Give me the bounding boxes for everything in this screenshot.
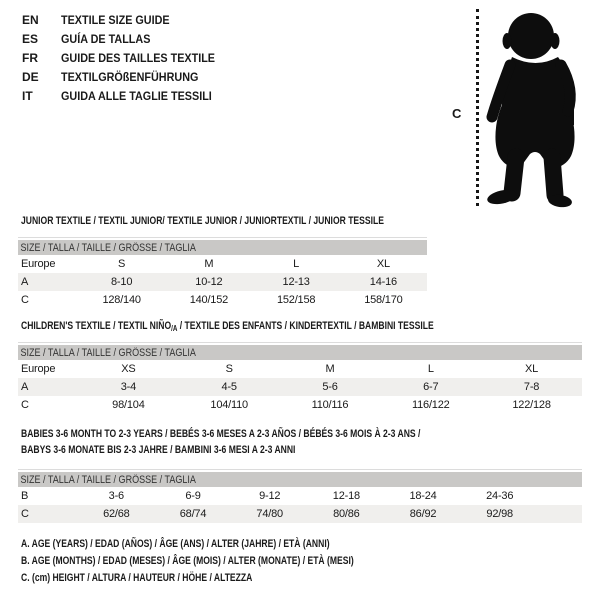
lang-code: EN (22, 13, 39, 27)
size-cell: XS (121, 363, 136, 375)
age-cell: 3-4 (120, 381, 137, 393)
age-cell: 24-36 (486, 490, 514, 502)
lang-code: ES (22, 32, 39, 46)
height-cell: 104/110 (210, 399, 248, 411)
legend-line-b: B. AGE (MONTHS) / EDAD (MESES) / ÂGE (MOIS) / ALTER (MONATE) / ETÀ (MESI) (21, 555, 354, 567)
height-cell: 62/68 (103, 508, 130, 520)
table-row (18, 487, 582, 505)
age-cell: 6-7 (423, 381, 439, 393)
measure-legend (21, 536, 354, 587)
baby-silhouette (482, 7, 600, 210)
height-cell: 152/158 (276, 294, 316, 306)
size-cell: XL (525, 363, 539, 375)
size-header-label: SIZE / TALLA / TAILLE / GRÖSSE / TAGLIA (20, 241, 196, 254)
age-cell: 5-6 (322, 381, 338, 393)
height-cell: 158/170 (364, 294, 403, 306)
height-cell: 86/92 (409, 508, 437, 520)
children-size-table (18, 342, 582, 414)
table-row (18, 273, 427, 291)
age-cell: 10-12 (195, 276, 223, 288)
size-cell: S (225, 363, 233, 375)
size-cell: M (204, 258, 214, 270)
age-cell: 7-8 (523, 381, 540, 393)
height-cell: 140/152 (189, 294, 229, 306)
height-cell: 68/74 (179, 508, 207, 520)
height-cell: 92/98 (486, 508, 513, 520)
children-title-text: CHILDREN'S TEXTILE / TEXTIL NIÑO (21, 320, 172, 332)
height-cell: 122/128 (512, 399, 551, 411)
lang-row-fr (22, 49, 232, 68)
lang-title: GUÍA DE TALLAS (61, 32, 151, 46)
row-label: A (21, 276, 29, 288)
size-header-label: SIZE / TALLA / TAILLE / GRÖSSE / TAGLIA (20, 346, 196, 359)
table-row (18, 360, 582, 378)
babies-title-line2: BABYS 3-6 MONATE BIS 2-3 JAHRE / BAMBINI 3-6 MESI A 2-3 ANNI (21, 444, 296, 456)
dotted-measure-line (476, 9, 479, 206)
age-cell: 18-24 (409, 490, 437, 502)
lang-code: DE (22, 70, 39, 84)
height-cell: 98/104 (112, 399, 145, 411)
size-cell: L (427, 363, 434, 375)
height-cell: 80/86 (333, 508, 360, 520)
height-measure-label: C (452, 106, 462, 121)
lang-code: FR (22, 51, 38, 65)
children-title-subscript: /A (171, 324, 178, 333)
table-row (18, 505, 582, 523)
age-cell: 14-16 (369, 276, 397, 288)
lang-row-es (22, 30, 232, 49)
lang-title: TEXTILE SIZE GUIDE (61, 13, 170, 27)
children-title-text: / TEXTILE DES ENFANTS / KINDERTEXTIL / BAMBINI TESSILE (177, 320, 434, 332)
row-label: C (21, 294, 29, 306)
age-cell: 8-10 (111, 276, 133, 288)
row-label: A (21, 381, 29, 393)
size-header-band (18, 240, 427, 255)
children-table-title (21, 320, 434, 333)
babies-title-line1: BABIES 3-6 MONTH TO 2-3 YEARS / BEBÉS 3-6 MESES A 2-3 AÑOS / BÉBÉS 3-6 MOIS À 2-3 ANS / (21, 428, 421, 440)
table-row (18, 396, 582, 414)
table-row (18, 378, 582, 396)
age-cell: 12-13 (282, 276, 310, 288)
height-measure-figure (450, 5, 600, 215)
age-cell: 3-6 (108, 490, 124, 502)
size-header-label: SIZE / TALLA / TAILLE / GRÖSSE / TAGLIA (20, 473, 196, 486)
babies-size-table (18, 469, 582, 523)
junior-size-table (18, 237, 427, 309)
lang-title: TEXTILGRÖßENFÜHRUNG (61, 70, 199, 84)
legend-line-c: C. (cm) HEIGHT / ALTURA / HAUTEUR / HÖHE / ALTEZZA (21, 572, 253, 584)
age-cell: 6-9 (185, 490, 201, 502)
size-cell: S (118, 258, 126, 270)
height-cell: 110/116 (311, 399, 349, 411)
table-row (18, 255, 427, 273)
row-label: Europe (21, 363, 56, 375)
height-cell: 128/140 (102, 294, 141, 306)
row-label: B (21, 490, 29, 502)
row-label: C (21, 399, 29, 411)
size-cell: M (325, 363, 335, 375)
babies-table-title (21, 426, 420, 458)
row-label: C (21, 508, 29, 520)
age-cell: 12-18 (332, 490, 360, 502)
size-header-band (18, 472, 582, 487)
junior-table-title: JUNIOR TEXTILE / TEXTIL JUNIOR/ TEXTILE JUNIOR / JUNIORTEXTIL / JUNIOR TESSILE (21, 215, 384, 227)
lang-title: GUIDA ALLE TAGLIE TESSILI (61, 89, 212, 103)
size-header-band (18, 345, 582, 360)
size-cell: XL (376, 258, 390, 270)
lang-title: GUIDE DES TAILLES TEXTILE (61, 51, 216, 65)
height-cell: 74/80 (256, 508, 283, 520)
lang-code: IT (22, 89, 33, 103)
size-cell: L (293, 258, 300, 270)
row-label: Europe (21, 258, 56, 270)
age-cell: 9-12 (259, 490, 281, 502)
lang-row-it (22, 87, 232, 106)
lang-row-en (22, 11, 232, 30)
legend-line-a: A. AGE (YEARS) / EDAD (AÑOS) / ÂGE (ANS) / ALTER (JAHRE) / ETÀ (ANNI) (21, 538, 330, 550)
lang-row-de (22, 68, 232, 87)
height-cell: 116/122 (412, 399, 450, 411)
table-row (18, 291, 427, 309)
language-title-list (22, 11, 232, 106)
age-cell: 4-5 (221, 381, 237, 393)
